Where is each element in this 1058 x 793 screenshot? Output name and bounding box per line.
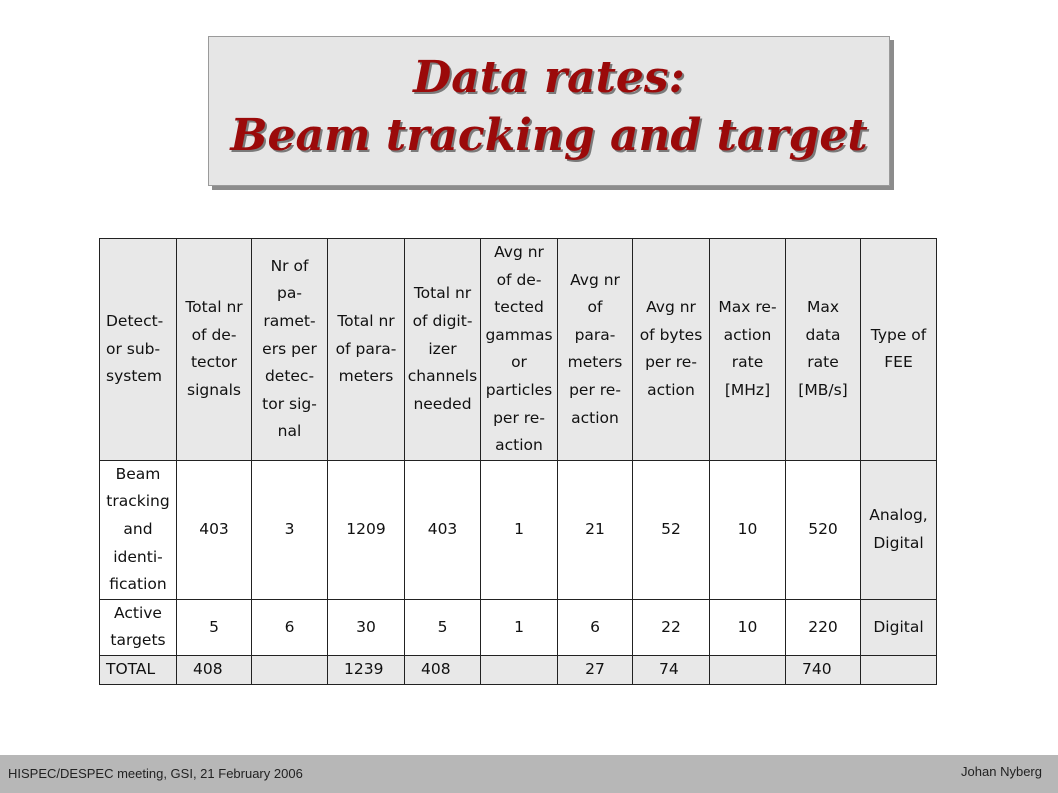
table-cell: 6 — [558, 599, 633, 655]
header-cell: Detect- or sub- system — [100, 239, 177, 461]
header-cell: Avg nr of de- tected gammas or particles per re- action — [481, 239, 558, 461]
header-cell: Max data rate [MB/s] — [786, 239, 861, 461]
header-cell: Avg nr of para- meters per re- action — [558, 239, 633, 461]
table-cell: 520 — [786, 460, 861, 599]
header-cell: Nr of pa- ramet- ers per detec- tor sig- nal — [252, 239, 328, 461]
total-cell: 408 — [405, 655, 481, 684]
table-cell: 5 — [177, 599, 252, 655]
footer-bar — [0, 755, 1058, 793]
table-cell: 22 — [633, 599, 710, 655]
total-cell — [710, 655, 786, 684]
table-cell: 220 — [786, 599, 861, 655]
table-cell: 403 — [177, 460, 252, 599]
table-cell: 21 — [558, 460, 633, 599]
header-cell: Total nr of de- tector signals — [177, 239, 252, 461]
header-cell: Type of FEE — [861, 239, 937, 461]
total-cell — [252, 655, 328, 684]
total-cell — [481, 655, 558, 684]
table-row — [100, 460, 937, 599]
data-rates-table — [99, 238, 937, 685]
total-cell: 408 — [177, 655, 252, 684]
row-label-cell: Beam tracking and identi- fication — [100, 460, 177, 599]
table-cell: Analog, Digital — [861, 460, 937, 599]
total-row — [100, 655, 937, 684]
total-cell: 1239 — [328, 655, 405, 684]
header-cell: Max re- action rate [MHz] — [710, 239, 786, 461]
total-label-cell: TOTAL — [100, 655, 177, 684]
table-cell: 52 — [633, 460, 710, 599]
title-box — [208, 36, 890, 186]
header-row — [100, 239, 937, 461]
header-cell: Total nr of digit- izer channels needed — [405, 239, 481, 461]
table-cell: 6 — [252, 599, 328, 655]
table-cell: 1209 — [328, 460, 405, 599]
header-cell: Total nr of para- meters — [328, 239, 405, 461]
row-label-cell: Active targets — [100, 599, 177, 655]
total-cell — [861, 655, 937, 684]
table-cell: 10 — [710, 460, 786, 599]
table-cell: 403 — [405, 460, 481, 599]
table-cell: Digital — [861, 599, 937, 655]
header-cell: Avg nr of bytes per re- action — [633, 239, 710, 461]
total-cell: 740 — [786, 655, 861, 684]
table-cell: 1 — [481, 460, 558, 599]
table-cell: 3 — [252, 460, 328, 599]
footer-meeting-text: HISPEC/DESPEC meeting, GSI, 21 February 2006 — [8, 766, 303, 781]
table-cell: 30 — [328, 599, 405, 655]
title-line-1: Data rates: — [413, 52, 685, 103]
table-cell: 5 — [405, 599, 481, 655]
title-line-2: Beam tracking and target — [230, 110, 868, 161]
total-cell: 74 — [633, 655, 710, 684]
table-cell: 10 — [710, 599, 786, 655]
footer-author-text: Johan Nyberg — [961, 764, 1042, 779]
table-cell: 1 — [481, 599, 558, 655]
table-row — [100, 599, 937, 655]
total-cell: 27 — [558, 655, 633, 684]
